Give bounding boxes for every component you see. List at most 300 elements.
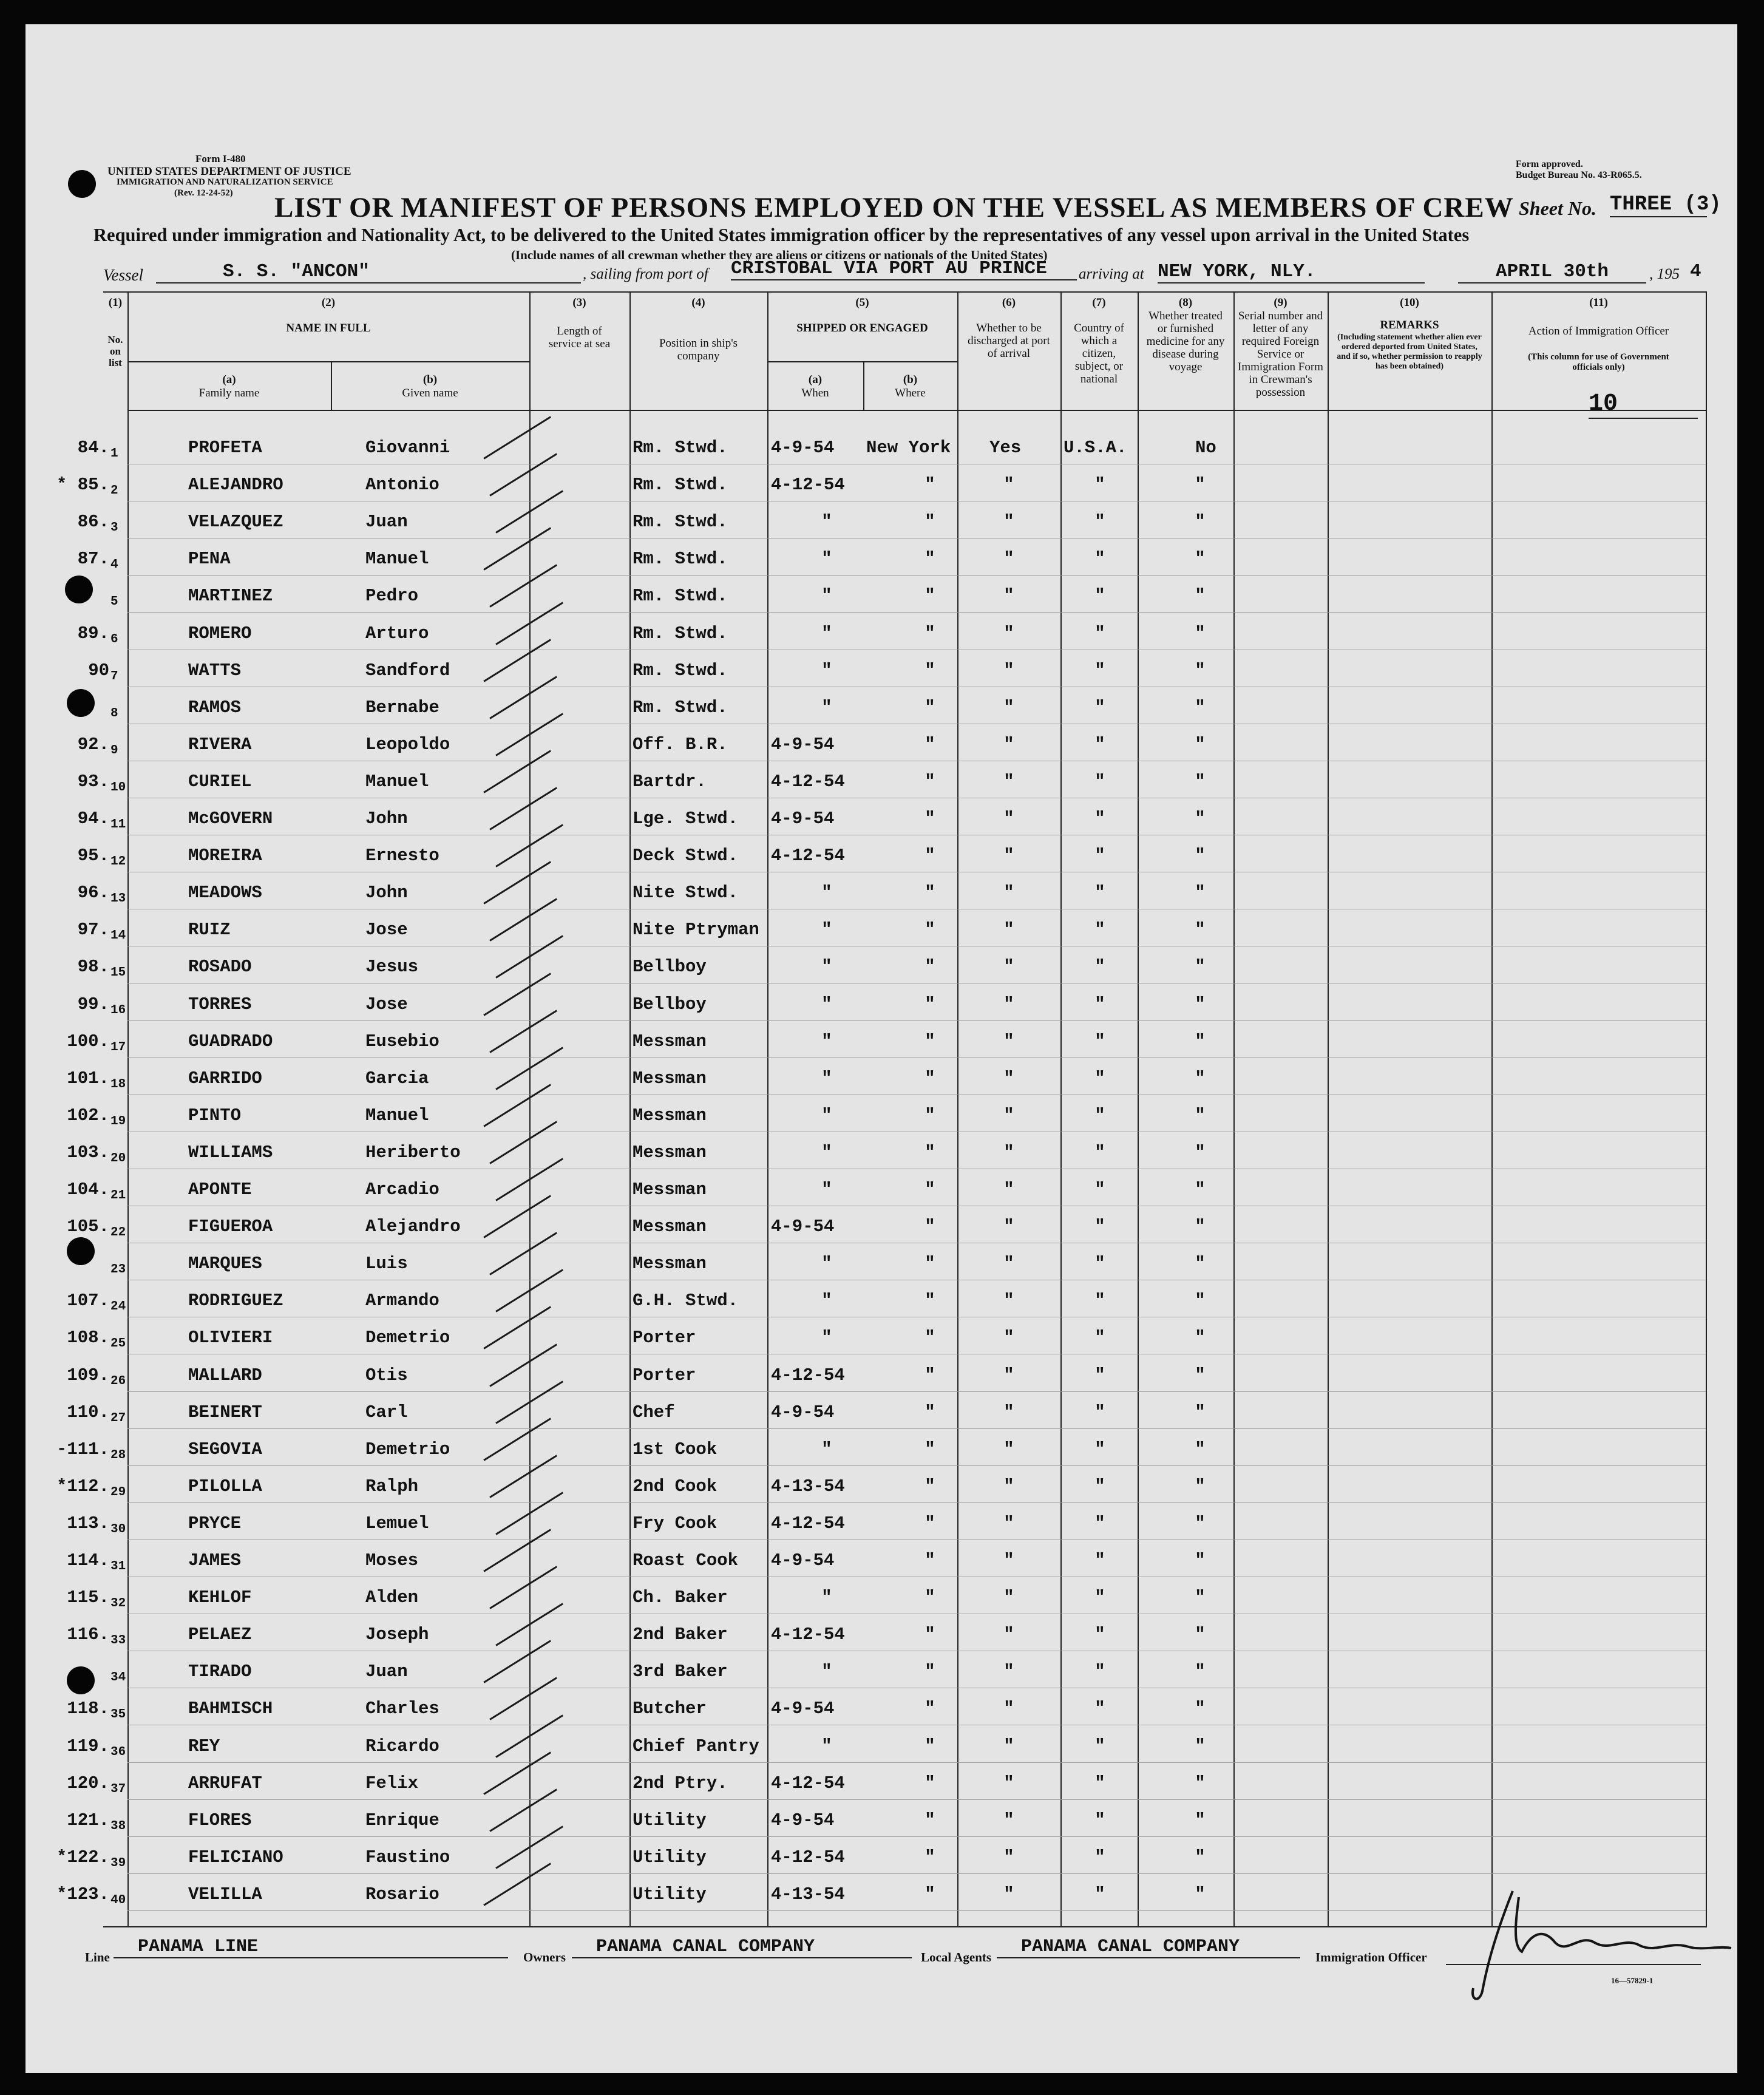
vessel-label: Vessel: [103, 266, 143, 284]
check-mark: [483, 528, 551, 571]
position: Messman: [633, 1254, 707, 1274]
position: Utility: [633, 1884, 707, 1904]
shipped-where: ": [924, 1180, 935, 1200]
row-line-number: 11: [110, 818, 126, 832]
row-sequence-number: 97.: [77, 920, 109, 940]
family-name: APONTE: [188, 1180, 252, 1200]
position: Nite Stwd.: [633, 883, 739, 903]
check-mark: [489, 787, 557, 830]
citizenship: ": [1094, 697, 1105, 718]
citizenship: ": [1094, 771, 1105, 792]
given-name: John: [365, 883, 408, 903]
row-sequence-number: 115.: [67, 1587, 109, 1608]
shipped-when: 4-9-54: [771, 809, 835, 829]
shipped-when: 4-13-54: [771, 1884, 845, 1904]
citizenship: ": [1094, 1662, 1105, 1682]
discharged-at-arrival: ": [1003, 1847, 1014, 1867]
shipped-where: ": [924, 512, 935, 532]
position: Roast Cook: [633, 1550, 739, 1570]
row-line-number: 28: [110, 1448, 126, 1462]
discharged-at-arrival: ": [1003, 1291, 1014, 1311]
family-name: WILLIAMS: [188, 1142, 273, 1163]
citizenship: ": [1094, 1550, 1105, 1570]
position: 2nd Cook: [633, 1476, 717, 1496]
shipped-when: 4-12-54: [771, 1847, 845, 1867]
shipped-when: ": [821, 957, 832, 977]
citizenship: ": [1094, 883, 1105, 903]
check-mark: [489, 898, 557, 942]
check-mark: [483, 1306, 551, 1350]
check-mark: [483, 1195, 551, 1238]
service: IMMIGRATION AND NATURALIZATION SERVICE: [117, 177, 333, 187]
shipped-where: ": [924, 586, 935, 606]
treated-during-voyage: ": [1195, 1217, 1206, 1237]
row-line-number: 7: [110, 669, 118, 684]
form-number: Form I-480: [195, 153, 246, 165]
treated-during-voyage: ": [1195, 1550, 1206, 1570]
col-5b-header: Where: [895, 387, 926, 399]
family-name: RAMOS: [188, 697, 242, 718]
given-name: Antonio: [365, 475, 439, 495]
check-mark: [483, 416, 551, 459]
position: Butcher: [633, 1699, 707, 1719]
shipped-where: ": [924, 1773, 935, 1793]
given-name: Eusebio: [365, 1031, 439, 1051]
check-mark: [483, 1751, 551, 1795]
treated-during-voyage: ": [1195, 1031, 1206, 1051]
position: Rm. Stwd.: [633, 549, 728, 569]
officer-label: Immigration Officer: [1315, 1950, 1427, 1964]
col-6-number: (6): [1002, 296, 1016, 309]
citizenship: ": [1094, 734, 1105, 755]
check-mark: [489, 1121, 557, 1164]
position: Deck Stwd.: [633, 846, 739, 866]
col-5a-number: (a): [808, 373, 823, 386]
row-line-number: 33: [110, 1634, 126, 1648]
discharged-at-arrival: ": [1003, 475, 1014, 495]
given-name: Lemuel: [365, 1513, 429, 1533]
treated-during-voyage: ": [1195, 512, 1206, 532]
row-mark: *: [56, 475, 67, 495]
shipped-when: 4-9-54: [771, 1550, 835, 1570]
position: Messman: [633, 1031, 707, 1051]
citizenship: ": [1094, 1402, 1105, 1422]
col-8-number: (8): [1178, 296, 1193, 309]
citizenship: ": [1094, 1031, 1105, 1051]
row-sequence-number: 113.: [67, 1513, 109, 1533]
position: Utility: [633, 1847, 707, 1867]
family-name: PRYCE: [188, 1513, 242, 1533]
shipped-where: ": [924, 1625, 935, 1645]
citizenship: ": [1094, 1625, 1105, 1645]
row-line-number: 10: [110, 780, 126, 795]
discharged-at-arrival: ": [1003, 697, 1014, 718]
col-4-header: Position in ship's company: [659, 337, 738, 362]
treated-during-voyage: ": [1195, 1328, 1206, 1348]
discharged-at-arrival: ": [1003, 623, 1014, 643]
row-sequence-number: 100.: [67, 1031, 109, 1051]
treated-during-voyage: ": [1195, 1810, 1206, 1830]
col-2-header: NAME IN FULL: [286, 322, 371, 334]
row-divider: [127, 1873, 1706, 1874]
check-mark: [489, 1343, 557, 1387]
punch-hole: [68, 170, 96, 198]
family-name: VELILLA: [188, 1884, 262, 1904]
shipped-when: ": [821, 1031, 832, 1051]
position: Messman: [633, 1180, 707, 1200]
col-2b-number: (b): [422, 373, 438, 386]
row-divider: [127, 1502, 1706, 1503]
citizenship: ": [1094, 994, 1105, 1014]
col-9-number: (9): [1274, 296, 1287, 309]
position: Messman: [633, 1217, 707, 1237]
family-name: FIGUEROA: [188, 1217, 273, 1237]
owners-value: PANAMA CANAL COMPANY: [572, 1937, 912, 1958]
discharged-at-arrival: ": [1003, 1884, 1014, 1904]
shipped-when: ": [821, 1254, 832, 1274]
discharged-at-arrival: ": [1003, 734, 1014, 755]
given-name: Ernesto: [365, 846, 439, 866]
family-name: MEADOWS: [188, 883, 262, 903]
row-line-number: 6: [110, 632, 118, 647]
shipped-where: ": [924, 1254, 935, 1274]
family-name: TORRES: [188, 994, 252, 1014]
shipped-when: ": [821, 1291, 832, 1311]
discharged-at-arrival: ": [1003, 1662, 1014, 1682]
family-name: GUADRADO: [188, 1031, 273, 1051]
family-name: PENA: [188, 549, 231, 569]
agents-value: PANAMA CANAL COMPANY: [997, 1937, 1300, 1958]
position: Lge. Stwd.: [633, 809, 739, 829]
sailing-label: , sailing from port of: [583, 266, 708, 282]
position: Ch. Baker: [633, 1587, 728, 1608]
row-sequence-number: 108.: [67, 1328, 109, 1348]
discharged-at-arrival: ": [1003, 1328, 1014, 1348]
given-name: Garcia: [365, 1068, 429, 1088]
family-name: MARTINEZ: [188, 586, 273, 606]
check-mark: [489, 1455, 557, 1498]
vessel-name: S. S. "ANCON": [156, 261, 581, 284]
given-name: Rosario: [365, 1884, 439, 1904]
family-name: KEHLOF: [188, 1587, 252, 1608]
given-name: Manuel: [365, 1105, 429, 1126]
family-name: FLORES: [188, 1810, 252, 1830]
discharged-at-arrival: ": [1003, 994, 1014, 1014]
shipped-where: ": [924, 883, 935, 903]
shipped-where: ": [924, 623, 935, 643]
col-8-header: Whether treated or furnished medicine for any disease during voyage: [1146, 310, 1225, 373]
citizenship: ": [1094, 1068, 1105, 1088]
shipped-where: ": [924, 1105, 935, 1126]
row-line-number: 9: [110, 743, 118, 758]
shipped-where: ": [924, 771, 935, 792]
discharged-at-arrival: ": [1003, 1810, 1014, 1830]
given-name: Ralph: [365, 1476, 419, 1496]
family-name: MALLARD: [188, 1365, 262, 1385]
shipped-when: 4-9-54: [771, 1810, 835, 1830]
shipped-when: 4-12-54: [771, 1365, 845, 1385]
discharged-at-arrival: ": [1003, 1476, 1014, 1496]
treated-during-voyage: ": [1195, 475, 1206, 495]
citizenship: ": [1094, 512, 1105, 532]
family-name: ARRUFAT: [188, 1773, 262, 1793]
shipped-where: ": [924, 549, 935, 569]
col-10-header: REMARKS: [1380, 319, 1439, 331]
position: 2nd Ptry.: [633, 1773, 728, 1793]
row-line-number: 19: [110, 1114, 126, 1129]
row-line-number: 37: [110, 1782, 126, 1796]
row-divider: [127, 1465, 1706, 1466]
row-sequence-number: 94.: [77, 809, 109, 829]
given-name: Alden: [365, 1587, 419, 1608]
shipped-where: ": [924, 1550, 935, 1570]
check-mark: [483, 1418, 551, 1461]
row-line-number: 23: [110, 1263, 126, 1277]
row-sequence-number: 123.: [67, 1884, 109, 1904]
shipped-when: 4-12-54: [771, 1625, 845, 1645]
shipped-where: ": [924, 475, 935, 495]
shipped-where: ": [924, 1476, 935, 1496]
shipped-when: ": [821, 1068, 832, 1088]
row-line-number: 22: [110, 1226, 126, 1240]
col-10-number: (10): [1400, 296, 1419, 309]
treated-during-voyage: ": [1195, 1439, 1206, 1459]
check-mark: [483, 750, 551, 793]
line-label: Line: [85, 1950, 110, 1964]
citizenship: ": [1094, 1736, 1105, 1756]
treated-during-voyage: ": [1195, 883, 1206, 903]
given-name: Demetrio: [365, 1439, 450, 1459]
given-name: Jose: [365, 920, 408, 940]
col-7-header: Country of which a citizen, subject, or national: [1074, 322, 1124, 385]
position: Off. B.R.: [633, 734, 728, 755]
discharged-at-arrival: ": [1003, 920, 1014, 940]
family-name: MOREIRA: [188, 846, 262, 866]
discharged-at-arrival: ": [1003, 771, 1014, 792]
shipped-when: ": [821, 697, 832, 718]
row-line-number: 24: [110, 1300, 126, 1314]
treated-during-voyage: ": [1195, 1847, 1206, 1867]
budget-bureau: Budget Bureau No. 43-R065.5.: [1516, 170, 1642, 180]
shipped-where: ": [924, 734, 935, 755]
given-name: Ricardo: [365, 1736, 439, 1756]
manifest-subtitle: Required under immigration and Nationality Act, to be delivered to the United States immigration officer by the representatives of any vessel upon arrival in the United States: [93, 225, 1470, 245]
line-value: PANAMA LINE: [114, 1937, 508, 1958]
shipped-where: ": [924, 1217, 935, 1237]
discharged-at-arrival: ": [1003, 957, 1014, 977]
shipped-where: ": [924, 1587, 935, 1608]
treated-during-voyage: ": [1195, 1402, 1206, 1422]
row-divider: [127, 1428, 1706, 1429]
col-2-number: (2): [321, 296, 336, 309]
citizenship: ": [1094, 1587, 1105, 1608]
shipped-where: ": [924, 1291, 935, 1311]
row-sequence-number: 112.: [67, 1476, 109, 1496]
manifest-title: LIST OR MANIFEST OF PERSONS EMPLOYED ON THE VESSEL AS MEMBERS OF CREW: [274, 192, 1514, 223]
row-line-number: 5: [110, 595, 118, 609]
revision: (Rev. 12-24-52): [174, 188, 233, 198]
position: Messman: [633, 1068, 707, 1088]
col-9-header: Serial number and letter of any required Foreign Service or Immigration Form in Crewman's possession: [1238, 310, 1323, 399]
discharged-at-arrival: ": [1003, 1105, 1014, 1126]
citizenship: ": [1094, 1439, 1105, 1459]
shipped-where: ": [924, 920, 935, 940]
shipped-where: ": [924, 809, 935, 829]
treated-during-voyage: ": [1195, 1773, 1206, 1793]
row-divider: [127, 1020, 1706, 1021]
row-sequence-number: 87.: [77, 549, 109, 569]
citizenship: ": [1094, 809, 1105, 829]
col-1-number: (1): [108, 296, 123, 309]
row-sequence-number: 116.: [67, 1625, 109, 1645]
discharged-at-arrival: Yes: [989, 438, 1022, 458]
row-sequence-number: 84.: [77, 438, 109, 458]
citizenship: ": [1094, 1476, 1105, 1496]
punch-hole: [67, 689, 95, 717]
manifest-note: (Include names of all crewman whether they are aliens or citizens or nationals of the United States): [511, 248, 1048, 262]
row-sequence-number: 89.: [77, 623, 109, 643]
row-line-number: 16: [110, 1003, 126, 1017]
form-approved: Form approved.: [1516, 159, 1583, 169]
discharged-at-arrival: ": [1003, 549, 1014, 569]
given-name: Otis: [365, 1365, 408, 1385]
row-mark: *: [56, 1884, 67, 1904]
shipped-when: ": [821, 994, 832, 1014]
treated-during-voyage: ": [1195, 549, 1206, 569]
shipped-where: ": [924, 846, 935, 866]
treated-during-voyage: ": [1195, 1625, 1206, 1645]
position: Fry Cook: [633, 1513, 717, 1533]
family-name: ROMERO: [188, 623, 252, 643]
citizenship: ": [1094, 1254, 1105, 1274]
row-mark: *: [56, 1847, 67, 1867]
shipped-when: ": [821, 586, 832, 606]
given-name: Enrique: [365, 1810, 439, 1830]
discharged-at-arrival: ": [1003, 1513, 1014, 1533]
shipped-when: ": [821, 1439, 832, 1459]
family-name: PROFETA: [188, 438, 262, 458]
family-name: PELAEZ: [188, 1625, 252, 1645]
manifest-sheet: [25, 24, 1737, 2073]
shipped-where: New York: [866, 438, 951, 458]
sailing-port: CRISTOBAL VIA PORT AU PRINCE: [731, 258, 1077, 280]
check-mark: [489, 1010, 557, 1053]
row-line-number: 4: [110, 558, 118, 572]
given-name: Joseph: [365, 1625, 429, 1645]
row-sequence-number: 120.: [67, 1773, 109, 1793]
discharged-at-arrival: ": [1003, 1587, 1014, 1608]
family-name: ALEJANDRO: [188, 475, 283, 495]
form-code: 16—57829-1: [1611, 1976, 1654, 1985]
row-divider: [127, 612, 1706, 613]
family-name: OLIVIERI: [188, 1328, 273, 1348]
citizenship: ": [1094, 1810, 1105, 1830]
position: Porter: [633, 1328, 696, 1348]
owners-label: Owners: [523, 1950, 566, 1964]
discharged-at-arrival: ": [1003, 1254, 1014, 1274]
position: Porter: [633, 1365, 696, 1385]
punch-hole: [67, 1666, 95, 1694]
family-name: BEINERT: [188, 1402, 262, 1422]
row-sequence-number: 85.: [77, 475, 109, 495]
shipped-where: ": [924, 697, 935, 718]
row-divider: [127, 1762, 1706, 1763]
given-name: Manuel: [365, 549, 429, 569]
row-sequence-number: 95.: [77, 846, 109, 866]
discharged-at-arrival: ": [1003, 1736, 1014, 1756]
family-name: JAMES: [188, 1550, 242, 1570]
shipped-where: ": [924, 957, 935, 977]
row-line-number: 1: [110, 447, 118, 461]
citizenship: ": [1094, 475, 1105, 495]
row-divider: [127, 1391, 1706, 1392]
check-mark: [489, 1566, 557, 1609]
citizenship: ": [1094, 549, 1105, 569]
row-sequence-number: 101.: [67, 1068, 109, 1088]
arriving-label: arriving at: [1079, 266, 1144, 282]
row-line-number: 20: [110, 1151, 126, 1166]
check-mark: [489, 1788, 557, 1832]
treated-during-voyage: ": [1195, 1254, 1206, 1274]
citizenship: ": [1094, 1217, 1105, 1237]
shipped-when: 4-12-54: [771, 1773, 845, 1793]
discharged-at-arrival: ": [1003, 1773, 1014, 1793]
shipped-when: 4-9-54: [771, 734, 835, 755]
shipped-when: ": [821, 623, 832, 643]
family-name: VELAZQUEZ: [188, 512, 283, 532]
discharged-at-arrival: ": [1003, 512, 1014, 532]
shipped-where: ": [924, 1365, 935, 1385]
given-name: Demetrio: [365, 1328, 450, 1348]
row-line-number: 34: [110, 1671, 126, 1685]
given-name: Jesus: [365, 957, 419, 977]
row-line-number: 29: [110, 1485, 126, 1499]
shipped-where: ": [924, 1031, 935, 1051]
family-name: FELICIANO: [188, 1847, 283, 1867]
treated-during-voyage: No: [1195, 438, 1216, 458]
col-5a-header: When: [801, 387, 829, 399]
given-name: Charles: [365, 1699, 439, 1719]
given-name: Manuel: [365, 771, 429, 792]
family-name: RODRIGUEZ: [188, 1291, 283, 1311]
citizenship: ": [1094, 920, 1105, 940]
position: Messman: [633, 1105, 707, 1126]
family-name: CURIEL: [188, 771, 252, 792]
row-line-number: 8: [110, 706, 118, 721]
row-sequence-number: 96.: [77, 883, 109, 903]
check-mark: [489, 1232, 557, 1275]
given-name: Heriberto: [365, 1142, 461, 1163]
check-mark: [483, 973, 551, 1016]
year-prefix: , 195: [1649, 266, 1680, 282]
shipped-where: ": [924, 1699, 935, 1719]
treated-during-voyage: ": [1195, 1142, 1206, 1163]
shipped-where: ": [924, 994, 935, 1014]
check-mark: [483, 639, 551, 682]
shipped-where: ": [924, 1402, 935, 1422]
row-sequence-number: 103.: [67, 1142, 109, 1163]
row-line-number: 40: [110, 1893, 126, 1907]
citizenship: ": [1094, 1105, 1105, 1126]
position: Bellboy: [633, 994, 707, 1014]
given-name: Moses: [365, 1550, 419, 1570]
given-name: Bernabe: [365, 697, 439, 718]
given-name: Leopoldo: [365, 734, 450, 755]
row-line-number: 39: [110, 1856, 126, 1870]
treated-during-voyage: ": [1195, 697, 1206, 718]
citizenship: ": [1094, 623, 1105, 643]
citizenship: ": [1094, 1142, 1105, 1163]
